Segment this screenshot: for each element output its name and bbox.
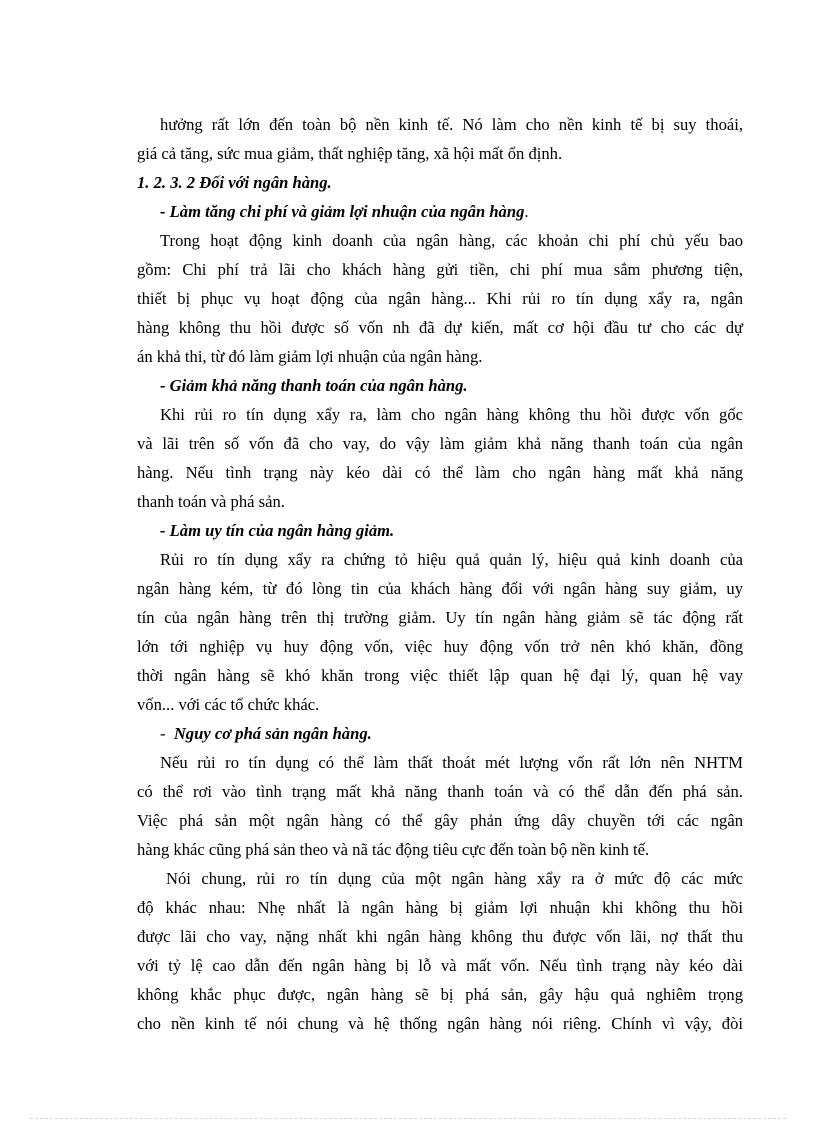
text-line: ngân hàng kém, từ đó lòng tin của khách hàng đối với ngân hàng suy giảm, uy bbox=[137, 579, 743, 598]
text-line: tín của ngân hàng trên thị trường giảm. Uy tín ngân hàng giảm sẽ tác động rất bbox=[137, 608, 743, 627]
text-line: hàng khác cũng phá sản theo và nã tác động tiêu cực đến toàn bộ nền kinh tế. bbox=[137, 840, 650, 859]
page-footer-divider bbox=[30, 1118, 786, 1119]
subheading: - Làm uy tín của ngân hàng giảm. bbox=[160, 521, 395, 540]
text-line: không khắc phục được, ngân hàng sẽ bị phá sản, gây hậu quả nghiêm trọng bbox=[137, 985, 743, 1004]
text-line: và lãi trên số vốn đã cho vay, do vậy làm giảm khả năng thanh toán của ngân bbox=[137, 434, 743, 453]
text-line: gồm: Chi phí trả lãi cho khách hàng gửi tiền, chi phí mua sắm phương tiện, bbox=[137, 260, 743, 279]
subheading-text: Nguy cơ phá sản ngân hàng. bbox=[173, 724, 372, 743]
subheading: - Giảm khả năng thanh toán của ngân hàng. bbox=[160, 376, 468, 395]
text-line: Nếu rủi ro tín dụng có thể làm thất thoát mét lượng vốn rất lớn nên NHTM bbox=[160, 753, 743, 772]
subheading bbox=[160, 724, 372, 744]
text-line: hàng không thu hồi được số vốn nh đã dự kiến, mất cơ hội đầu tư cho các dự bbox=[137, 318, 743, 337]
text-line: lớn tới nghiệp vụ huy động vốn, việc huy động vốn trở nên khó khăn, đồng bbox=[137, 637, 743, 656]
text-line: thiết bị phục vụ hoạt động của ngân hàng... Khi rủi ro tín dụng xẩy ra, ngân bbox=[137, 289, 743, 308]
text-line: giá cả tăng, sức mua giảm, thất nghiệp tăng, xã hội mất ổn định. bbox=[137, 144, 563, 163]
text-line: hưởng rất lớn đến toàn bộ nền kinh tế. Nó làm cho nền kinh tế bị suy thoái, bbox=[160, 115, 743, 134]
text-line: án khả thi, từ đó làm giảm lợi nhuận của ngân hàng. bbox=[137, 347, 483, 366]
subheading-text: - Làm tăng chi phí và giảm lợi nhuận của ngân hàng bbox=[160, 202, 525, 221]
subheading-dash: - bbox=[160, 724, 174, 743]
text-line: Trong hoạt động kinh doanh của ngân hàng, các khoản chi phí chủ yếu bao bbox=[160, 231, 743, 250]
section-heading: 1. 2. 3. 2 Đối với ngân hàng. bbox=[137, 173, 332, 192]
text-line: Việc phá sản một ngân hàng có thể gây phản ứng dây chuyền tới các ngân bbox=[137, 811, 743, 830]
text-line: Rủi ro tín dụng xẩy ra chứng tỏ hiệu quả quản lý, hiệu quả kinh doanh của bbox=[160, 550, 743, 569]
text-line: hàng. Nếu tình trạng này kéo dài có thể làm cho ngân hàng mất khả năng bbox=[137, 463, 743, 482]
text-line: được lãi cho vay, nặng nhất khi ngân hàng không thu được vốn lãi, nợ thất thu bbox=[137, 927, 743, 946]
text-line: có thể rơi vào tình trạng mất khả năng thanh toán và có thể dẫn đến phá sản. bbox=[137, 782, 743, 801]
text-line: độ khác nhau: Nhẹ nhất là ngân hàng bị giảm lợi nhuận khi không thu hồi bbox=[137, 898, 743, 917]
text-line: cho nền kinh tế nói chung và hệ thống ngân hàng nói riêng. Chính vì vậy, đòi bbox=[137, 1014, 743, 1033]
subheading-tail: . bbox=[524, 202, 529, 221]
text-line: Nói chung, rủi ro tín dụng của một ngân hàng xẩy ra ở mức độ các mức bbox=[166, 869, 743, 888]
text-line: thời ngân hàng sẽ khó khăn trong việc thiết lập quan hệ đại lý, quan hệ vay bbox=[137, 666, 743, 685]
text-line: thanh toán và phá sản. bbox=[137, 492, 285, 511]
text-line: vốn... với các tổ chức khác. bbox=[137, 695, 320, 714]
text-line: Khi rủi ro tín dụng xẩy ra, làm cho ngân hàng không thu hồi được vốn gốc bbox=[160, 405, 743, 424]
subheading bbox=[160, 202, 529, 222]
text-line: với tỷ lệ cao dẫn đến ngân hàng bị lỗ và mất vốn. Nếu tình trạng này kéo dài bbox=[137, 956, 743, 975]
